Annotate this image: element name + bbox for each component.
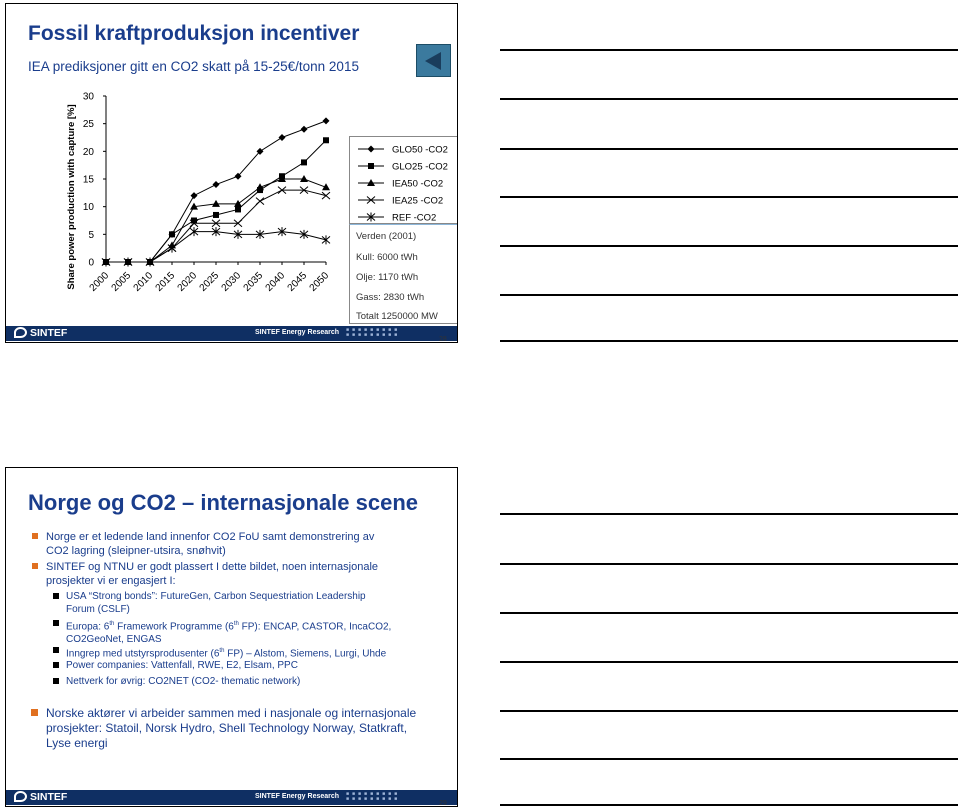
note-line — [500, 294, 958, 296]
data-point — [322, 192, 330, 199]
data-point — [213, 181, 220, 188]
square-bullet-icon — [53, 662, 59, 668]
legend-label: IEA25 -CO2 — [392, 195, 444, 207]
sub-bullet-item: USA “Strong bonds”: FutureGen, Carbon Sequestriation Leadership Forum (CSLF) — [66, 591, 366, 616]
bullet-item: Norge er et ledende land innenfor CO2 FoU samt demonstrering av CO2 lagring (sleipner-utsira, snøhvit) — [46, 530, 374, 558]
x-tick-label: 2030 — [219, 270, 244, 294]
x-tick-label: 2015 — [153, 270, 178, 294]
footer-org: SINTEF Energy Research — [255, 793, 340, 800]
back-arrow-icon — [425, 52, 441, 70]
x-tick-label: 2000 — [87, 270, 112, 294]
legend-label: GLO50 -CO2 — [392, 144, 448, 156]
data-point — [191, 192, 198, 199]
note-line — [500, 340, 958, 342]
sub-bullet-item: Nettverk for øvrig: CO2NET (CO2- thematic network) — [66, 676, 300, 689]
series-line — [106, 232, 326, 262]
x-tick-label: 2010 — [131, 270, 156, 294]
legend-marker — [368, 146, 375, 153]
slide-subtitle: IEA prediksjoner gitt en CO2 skatt på 15-25€/tonn 2015 — [28, 59, 359, 74]
page-number: 28 — [439, 336, 447, 343]
x-tick-label: 2025 — [197, 270, 222, 294]
sintef-logo: SINTEF — [14, 791, 67, 803]
data-point — [322, 235, 330, 244]
sintef-logo-icon — [14, 327, 27, 338]
x-tick-label: 2045 — [285, 270, 310, 294]
data-point — [212, 200, 220, 207]
square-bullet-icon — [53, 678, 59, 684]
data-point — [301, 126, 308, 133]
data-point — [279, 134, 286, 141]
data-point — [235, 206, 241, 212]
square-bullet-icon — [31, 709, 38, 716]
info-heading: Verden (2001) — [356, 231, 417, 242]
chart-legend — [349, 136, 458, 224]
info-gass: Gass: 2830 tWh — [356, 292, 425, 303]
slide-28 — [5, 3, 458, 343]
info-kull: Kull: 6000 tWh — [356, 252, 418, 263]
y-tick-label: 15 — [82, 174, 94, 186]
note-line — [500, 612, 958, 614]
y-axis-label: Share power production with capture [%] — [66, 104, 77, 290]
slide-title: Norge og CO2 – internasjonale scene — [28, 490, 419, 515]
slide-29 — [5, 467, 458, 807]
legend-label: GLO25 -CO2 — [392, 161, 448, 173]
series-line — [106, 179, 326, 262]
slide-footer — [6, 326, 457, 341]
note-line — [500, 148, 958, 150]
data-point — [323, 137, 329, 143]
page-number: 29 — [439, 800, 447, 807]
data-point — [191, 218, 197, 224]
note-line — [500, 196, 958, 198]
legend-label: IEA50 -CO2 — [392, 178, 444, 190]
y-tick-label: 20 — [82, 146, 94, 158]
footer-org: SINTEF Energy Research — [255, 329, 340, 336]
x-tick-label: 2020 — [175, 270, 200, 294]
note-line — [500, 513, 958, 515]
note-line — [500, 758, 958, 760]
x-tick-label: 2050 — [307, 270, 332, 294]
legend-label: REF -CO2 — [392, 212, 437, 224]
note-line — [500, 661, 958, 663]
data-point — [322, 183, 330, 190]
square-bullet-icon — [32, 533, 38, 539]
series-line — [106, 121, 326, 262]
x-tick-label: 2035 — [241, 270, 266, 294]
footer-dots: ■■■■■■■■■ ■■■■■■■■■ — [346, 791, 401, 802]
note-line — [500, 563, 958, 565]
note-line — [500, 710, 958, 712]
square-bullet-icon — [32, 563, 38, 569]
footer-dots: ■■■■■■■■■ ■■■■■■■■■ — [346, 327, 401, 338]
data-point — [169, 231, 175, 237]
data-point — [234, 200, 242, 207]
sub-bullet-item: Inngrep med utstyrsprodusenter (6th FP) – Alstom, Siemens, Lurgi, Uhde — [66, 645, 386, 661]
sub-bullet-item: Power companies: Vattenfall, RWE, E2, Elsam, PPC — [66, 660, 298, 673]
square-bullet-icon — [53, 593, 59, 599]
legend-marker — [368, 163, 374, 169]
back-nav-button[interactable] — [416, 44, 451, 77]
slide-footer — [6, 790, 457, 805]
note-line — [500, 804, 958, 806]
info-olje: Olje: 1170 tWh — [356, 272, 419, 283]
x-tick-label: 2005 — [109, 270, 134, 294]
slide-title: Fossil kraftproduksjon incentiver — [28, 22, 360, 45]
data-point — [301, 159, 307, 165]
y-tick-label: 0 — [88, 257, 94, 269]
y-tick-label: 30 — [82, 91, 94, 103]
data-point — [323, 117, 330, 124]
sintef-logo-icon — [14, 791, 27, 802]
square-bullet-icon — [53, 647, 59, 653]
note-line — [500, 245, 958, 247]
legend-entries — [350, 137, 458, 225]
data-point — [256, 198, 264, 205]
sub-bullet-item: Europa: 6th Framework Programme (6th FP): ENCAP, CASTOR, IncaCO2, CO2GeoNet, ENGAS — [66, 618, 391, 646]
data-point — [213, 212, 219, 218]
bullet-item: SINTEF og NTNU er godt plassert I dette bildet, noen internasjonale prosjekter vi er engasjert I: — [46, 560, 378, 588]
x-tick-label: 2040 — [263, 270, 288, 294]
data-point — [256, 183, 264, 190]
square-bullet-icon — [53, 620, 59, 626]
y-tick-label: 25 — [82, 119, 94, 131]
bullet-item: Norske aktører vi arbeider sammen med i nasjonale og internasjonale prosjekter: Statoil, Norsk Hydro, Shell Technology Norway, Statkraft, Lyse energi — [46, 706, 416, 751]
y-tick-label: 5 — [88, 229, 94, 241]
note-line — [500, 49, 958, 51]
sintef-logo: SINTEF — [14, 327, 67, 339]
y-tick-label: 10 — [82, 202, 94, 214]
world-production-box — [349, 224, 458, 324]
info-totalt: Totalt 1250000 MW — [356, 311, 438, 322]
note-line — [500, 98, 958, 100]
